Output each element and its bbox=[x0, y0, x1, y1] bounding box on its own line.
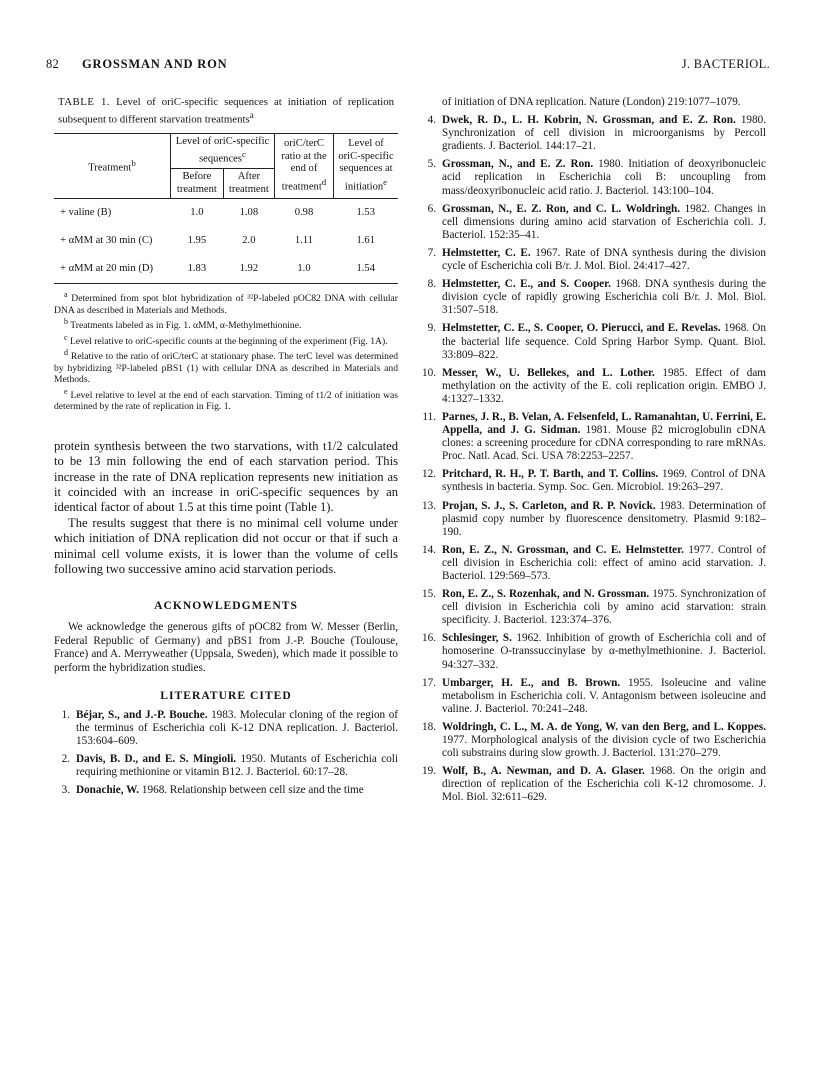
reference-item: 19. Wolf, B., A. Newman, and D. A. Glaser. 1968. On the origin and direction of replication of the Escherichia coli K-12 chromosome. J. Mol. Biol. 32:611–629. bbox=[422, 765, 767, 804]
reference-item: 8. Helmstetter, C. E., and S. Cooper. 1968. DNA synthesis during the division cycle of rapidly growing Escherichia coli B/r. J. Mol. Biol. 31:507–518. bbox=[427, 278, 766, 317]
table-row: + valine (B) 1.0 1.08 0.98 1.53 bbox=[60, 206, 376, 218]
reference-item: 12. Pritchard, R. H., P. T. Barth, and T. Collins. 1969. Control of DNA synthesis in bacteria. Symp. Soc. Gen. Microbiol. 19:263–297. bbox=[422, 468, 766, 494]
right-column bbox=[420, 96, 766, 810]
reference-item: 1. Béjar, S., and J.-P. Bouche. 1983. Molecular cloning of the region of the terminus of Escherichia coli K-12 DNA replication. J. Bacteriol. 153:604–609. bbox=[61, 708, 399, 748]
acknowledgments-text: We acknowledge the generous gifts of pOC82 from W. Messer (Berlin, Federal Republic of Germany) and pBS1 from J.-P. Bouche (Toulouse, France) and A. Merryweather (Uppsala, Sweden), which made it possible to perform the hybridization studies. bbox=[54, 620, 398, 674]
footnote: $^d$ Relative to the ratio of oriC/terC at stationary phase. The terC level was determined by hybridizing ³²P-labeled pBS1 (1) with cellular DNA as described in Materials and Methods. bbox=[54, 348, 398, 386]
footnote: $^c$ Level relative to oriC-specific counts at the beginning of the experiment (Fig. 1A). bbox=[64, 332, 388, 347]
col-level: Level of oriC-specific sequences$^c$ bbox=[171, 133, 275, 169]
table-row: + αMM at 30 min (C) 1.95 2.0 1.11 1.61 bbox=[60, 234, 376, 246]
reference-item: 7. Helmstetter, C. E. 1967. Rate of DNA synthesis during the division cycle of Escherichia coli B/r. J. Mol. Biol. 24:417–427. bbox=[427, 246, 766, 273]
table-footnotes bbox=[54, 289, 398, 413]
running-header bbox=[46, 57, 770, 73]
acknowledgments bbox=[54, 621, 398, 675]
footnote: $^b$ Treatments labeled as in Fig. 1. αMM, α-Methylmethionine. bbox=[64, 317, 302, 332]
table-caption-mark: a bbox=[249, 110, 254, 120]
table-caption-text: Level of oriC-specific sequences at initiation of replication subsequent to different starvation treatments bbox=[58, 96, 395, 126]
reference-item: 10. Messer, W., U. Bellekes, and L. Lother. 1985. Effect of dam methylation on the activity of the E. coli replication origin. EMBO J. 4:1327–1332. bbox=[422, 366, 767, 405]
reference-item: 17. Umbarger, H. E., and B. Brown. 1955. Isoleucine and valine metabolism in Escherichia coli. V. Antagonism between isoleucine and valine. J. Bacteriol. 70:241–248. bbox=[422, 676, 767, 715]
left-column bbox=[54, 96, 398, 803]
reference-item: 13. Projan, S. J., S. Carleton, and R. P. Novick. 1983. Determination of plasmid copy number by fluorescence densitometry. Plasmid 9:182–190. bbox=[422, 499, 767, 538]
journal-name: J. BACTERIOL. bbox=[681, 57, 770, 71]
reference-item: 9. Helmstetter, C. E., S. Cooper, O. Pierucci, and E. Revelas. 1968. On the bacterial life sequence. Cold Spring Harbor Symp. Quant. Biol. 33:809–822. bbox=[427, 322, 766, 361]
footnote: $^e$ Level relative to level at the end of each starvation. Timing of t1/2 of initiation was determined by the rate of replication in Fig. 1. bbox=[54, 386, 398, 413]
page-number: 82 bbox=[46, 57, 60, 71]
col-before: Before treatment bbox=[171, 169, 224, 199]
reference-item: 4. Dwek, R. D., L. H. Kobrin, N. Grossman, and E. Z. Ron. 1980. Synchronization of cell division in microorganisms by Percoll gradients. J. Bacteriol. 144:17–21. bbox=[427, 114, 766, 153]
footnote: $^a$ Determined from spot blot hybridization of ³²P-labeled pOC82 DNA with cellular DNA as described in Materials and Methods. bbox=[54, 290, 398, 316]
col-after: After treatment bbox=[223, 169, 274, 199]
reference-item: 16. Schlesinger, S. 1962. Inhibition of growth of Escherichia coli and of homoserine O-transsuccinylase by α-methylmethionine. J. Bacteriol. 94:327–332. bbox=[422, 632, 767, 671]
running-authors: GROSSMAN AND RON bbox=[82, 57, 228, 71]
reference-item: 15. Ron, E. Z., S. Rozenhak, and N. Grossman. 1975. Synchronization of cell division in Escherichia coli by amino acid starvation: strain specificity. J. Bacteriol. 123:374–376. bbox=[422, 588, 766, 627]
table-caption bbox=[58, 96, 394, 127]
col-treatment: Treatment$^b$ bbox=[88, 157, 136, 174]
body-text bbox=[54, 439, 398, 578]
col-initiation: Level of oriC-specific sequences at initiation$^e$ bbox=[334, 133, 399, 199]
reference-item: 5. Grossman, N., and E. Z. Ron. 1980. Initiation of deoxyribonucleic acid replication in Escherichia coli B: uncoupling from mass/deoxyribonucleic acid ratio. J. Bacteriol. 143:100–104. bbox=[427, 158, 767, 197]
table-label: TABLE 1. bbox=[58, 96, 111, 108]
reference-item: 3. Donachie, W. 1968. Relationship between cell size and the time bbox=[61, 784, 364, 797]
acknowledgments-heading: ACKNOWLEDGMENTS bbox=[154, 599, 298, 613]
literature-heading: LITERATURE CITED bbox=[160, 689, 292, 703]
body-paragraph: The results suggest that there is no minimal cell volume under which initiation of DNA replication did not occur or that if such a minimal cell volume exists, it is lower than the volume of cells following two successive amino acid starvation periods. bbox=[54, 515, 398, 576]
table-row: + αMM at 20 min (D) 1.83 1.92 1.0 1.54 bbox=[54, 255, 398, 284]
body-paragraph: protein synthesis between the two starvations, with t1/2 calculated to be 13 min following the end of each starvation period. This increase in the rate of DNA replication represents new initiation as it coincided with an increase in oriC-specific sequences by an identical factor of about 1.5 at this time point (Table 1). bbox=[54, 438, 398, 515]
reference-item: 6. Grossman, N., E. Z. Ron, and C. L. Woldringh. 1982. Changes in cell dimensions during amino acid starvation of Escherichia coli. J. Bacteriol. 152:35–41. bbox=[427, 202, 767, 241]
reference-item: 18. Woldringh, C. L., M. A. de Yong, W. van den Berg, and L. Koppes. 1977. Morphological analysis of the division cycle of two Escherichia coli substrains during slow growth. J. Bacteriol. 131:270–279. bbox=[422, 720, 766, 760]
reference-continuation: of initiation of DNA replication. Nature (London) 219:1077–1079. bbox=[442, 96, 741, 108]
col-ratio: oriC/terC ratio at the end of treatment$^d$ bbox=[275, 133, 334, 199]
reference-item: 14. Ron, E. Z., N. Grossman, and C. E. Helmstetter. 1977. Control of cell division in Escherichia coli: effect of amino acid starvation. J. Bacteriol. 129:569–573. bbox=[422, 543, 766, 582]
table-1 bbox=[54, 133, 398, 285]
reference-item: 11. Parnes, J. R., B. Velan, A. Felsenfeld, L. Ramanahtan, U. Ferrini, E. Appella, and J. G. Sidman. 1981. Mouse β2 microglobulin cDNA clones: a screening procedure for cDNA corresponding to rare mRNAs. Proc. Natl. Acad. Sci. USA 78:2253–2257. bbox=[422, 410, 766, 463]
reference-item: 2. Davis, B. D., and E. S. Mingioli. 1950. Mutants of Escherichia coli requiring methionine or vitamin B12. J. Bacteriol. 60:17–28. bbox=[61, 753, 398, 779]
